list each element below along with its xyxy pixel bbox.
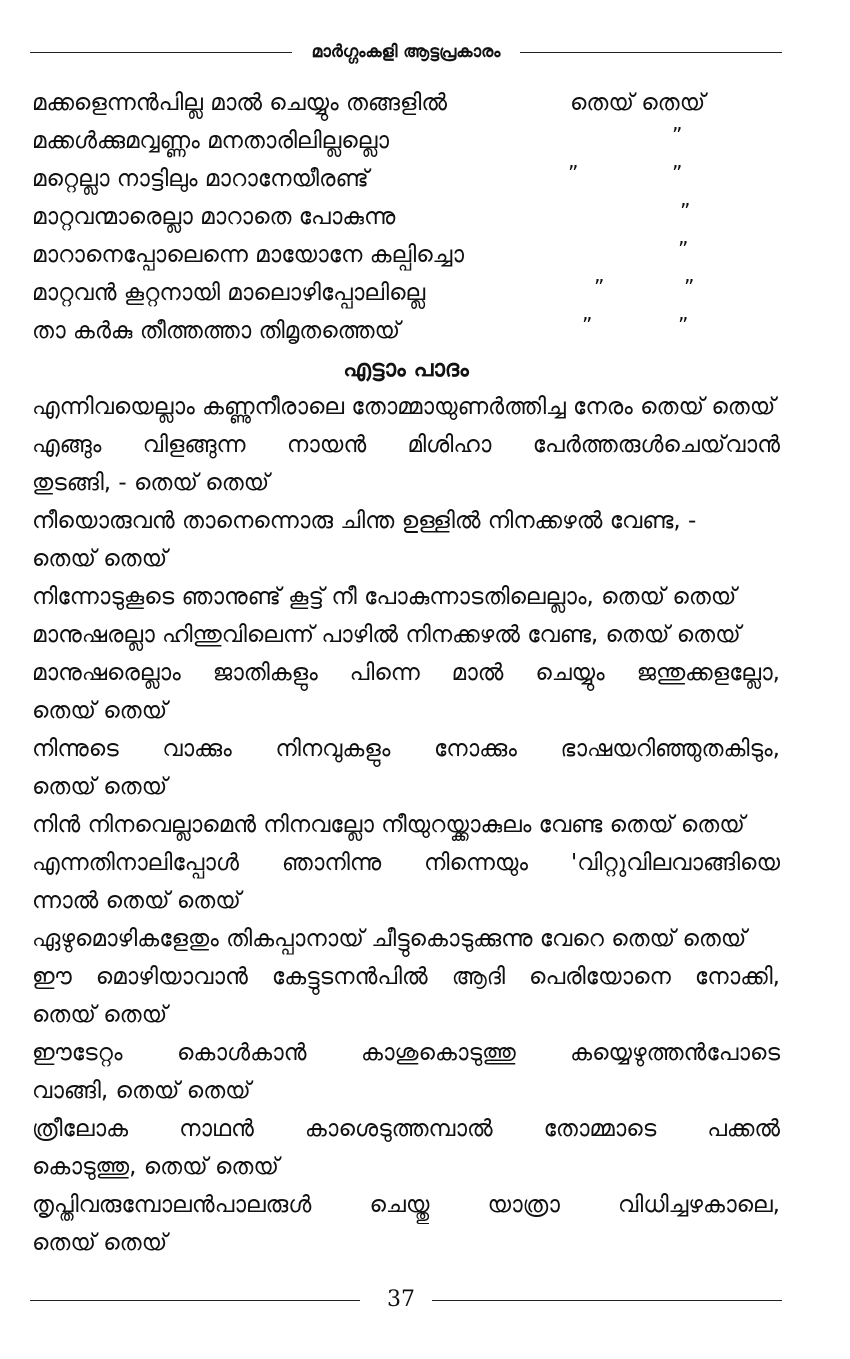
section-line: നീയൊരുവൻ താനെന്നൊരു ചിന്ത ഉള്ളിൽ നിനക്കഴൽ വേണ്ട, - [32,508,697,534]
page-number: 37 [387,1287,415,1312]
section-line: തെയ് തെയ് [32,698,168,724]
section-line: എന്നതിനാലിപ്പോൾ ഞാനിന്നു നിന്നെയും 'വിറ്റുവിലവാങ്ങിയെ [32,850,780,876]
section-line: തെയ് തെയ് [32,774,168,800]
ditto-mark: ” [678,313,689,337]
verse-line: മാറ്റവൻ കൂറ്റനായി മാലൊഴിപ്പോലില്ലെ ” ” [32,274,780,312]
refrain: തെയ് തെയ് [570,90,706,116]
verse-line: മക്കൾക്കുമവ്വണ്ണം മനതാരിലില്ലല്ലൊ ” [32,122,780,160]
ditto-mark: ” [678,237,689,261]
section-line: എങ്ങും വിളങ്ങുന്ന നായൻ മിശിഹാ പേർത്തരുൾചെയ്‌വാൻ [32,432,780,458]
ditto-mark: ” [594,275,605,299]
section-line: തെയ് തെയ് [32,1230,168,1256]
header-title: മാർഗ്ഗംകളി ആട്ടപ്രകാരം [311,42,501,62]
footer-rule-right [432,1300,782,1301]
section-line: ന്നാൽ തെയ് തെയ് [32,888,241,914]
section-line: തെയ് തെയ് [32,1002,168,1028]
ditto-mark: ” [680,199,691,223]
section-title: എട്ടാം പാദം [343,356,469,382]
section-line: എന്നിവയെല്ലാം കണ്ണുനീരാലെ തോമ്മായുണർത്തിച്ച നേരം തെയ് തെയ് [32,394,776,420]
section-line: നിന്നുടെ വാക്കും നിനവുകളും നോക്കും ഭാഷയറിഞ്ഞുതകിടും, [32,736,780,762]
ditto-mark: ” [582,313,593,337]
verse-line: മാറ്റവന്മാരെല്ലാ മാറാതെ പോകുന്നു ” [32,198,780,236]
section-line: മാനുഷരല്ലാ ഹിന്തുവിലെന്ന് പാഴിൽ നിനക്കഴൽ വേണ്ട, തെയ് തെയ് [32,622,741,648]
header-rule-right [520,52,782,53]
section-line: തുടങ്ങി, - തെയ് തെയ് [32,470,270,496]
page-footer [30,1286,782,1314]
body-text [32,84,780,1262]
ditto-mark: ” [568,161,579,185]
section-line: ത്രീലോക നാഥൻ കാശെടുത്തമ്പാൽ തോമ്മാടെ പക്കൽ [32,1116,780,1142]
section-line: തൃപ്തിവരുമ്പോലൻപാലരുൾ ചെയ്തു യാത്രാ വിധിച്ചഴകാലെ, [32,1192,780,1218]
section-line: തെയ് തെയ് [32,546,168,572]
section-line: ഈ മൊഴിയാവാൻ കേട്ടുടനൻപിൽ ആദി പെരിയോനെ നോക്കി, [32,964,780,990]
ditto-mark: ” [672,123,683,147]
section-line: വാങ്ങി, തെയ് തെയ് [32,1078,251,1104]
section-line: ഏഴുമൊഴികളേതും തികപ്പാനായ് ചീട്ടുകൊടുക്കുന്നു വേറെ തെയ് തെയ് [32,926,747,952]
section-line: നിന്നോടുകൂടെ ഞാനുണ്ട് കൂട്ട് നീ പോകുന്നാടതിലെല്ലാം, തെയ് തെയ് [32,584,737,610]
section-line: കൊടുത്തു, തെയ് തെയ് [32,1154,279,1180]
ditto-mark: ” [672,161,683,185]
running-header [30,38,782,66]
verse-line: താ കർകു തീത്തത്താ തിമൃതത്തെയ് ” ” [32,312,780,350]
section-line: നിൻ നിനവെല്ലാമെൻ നിനവല്ലോ നീയുറയ്ക്കാകുലം വേണ്ട തെയ് തെയ് [32,812,745,838]
section-line: മാനുഷരെല്ലാം ജാതികളും പിന്നെ മാൽ ചെയ്യും ജന്തുക്കളല്ലോ, [32,660,780,686]
verse-line: മറ്റെല്ലാ നാട്ടിലും മാറാനേയീരണ്ട് ” ” [32,160,780,198]
section-line: ഈടേറ്റം കൊൾകാൻ കാശുകൊടുത്തു കയ്യെഴുത്തൻപോടെ [32,1040,780,1066]
ditto-mark: ” [684,275,695,299]
verse-line: മക്കളെന്നൻപില്ല മാൽ ചെയ്യും തങ്ങളിൽ തെയ് തെയ് [32,84,780,122]
footer-rule-left [30,1300,360,1301]
verse-line: മാറാനെപ്പോലെന്നെ മായോനേ കല്പിച്ചൊ ” [32,236,780,274]
